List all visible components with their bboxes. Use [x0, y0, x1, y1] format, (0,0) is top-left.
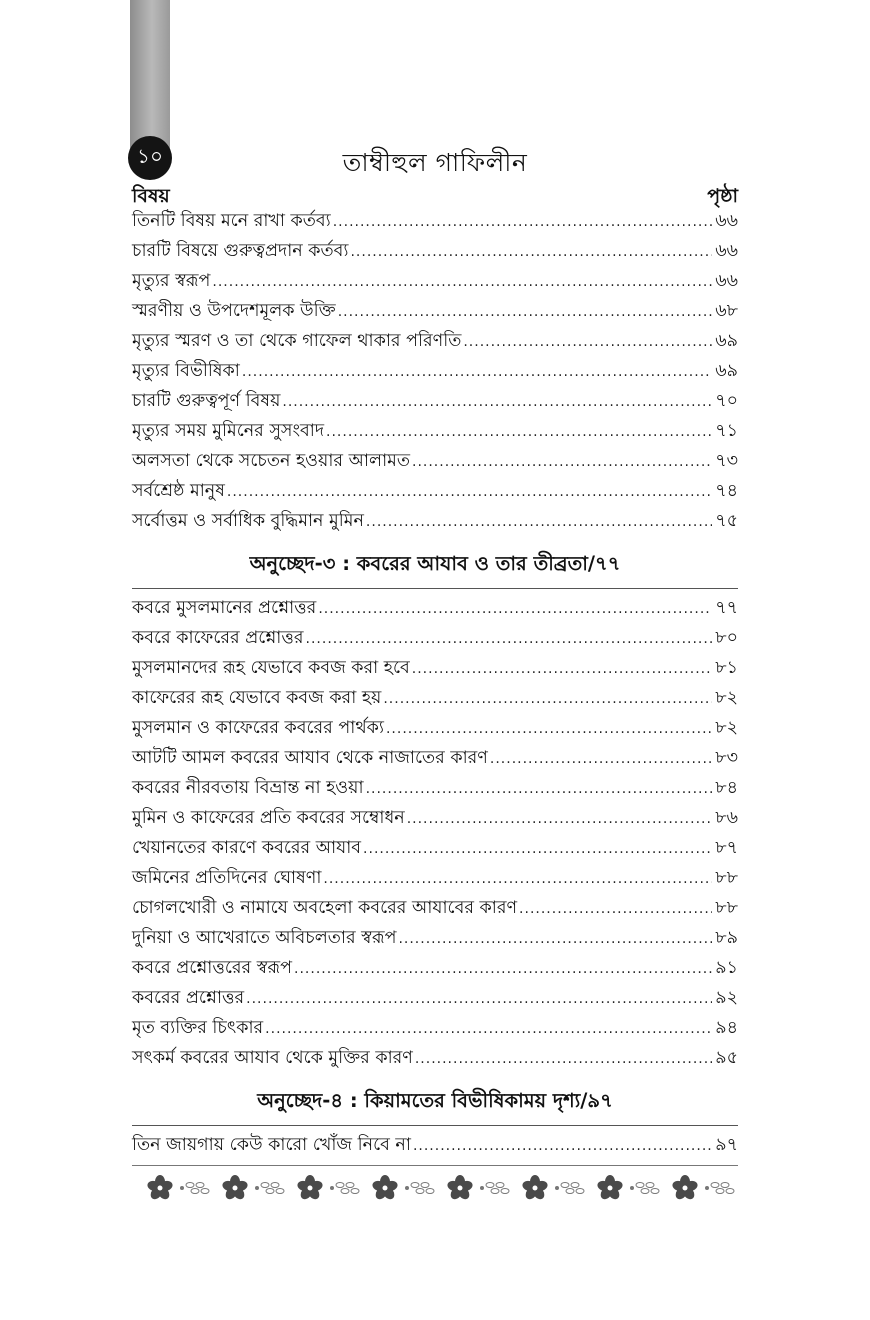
- toc-entry-page: ৮২: [715, 688, 738, 708]
- toc-entry-title: কবরের প্রশ্নোত্তর: [132, 988, 245, 1008]
- toc-entry-page: ৭৩: [715, 451, 738, 471]
- dot-leader: [490, 751, 712, 767]
- toc-entry-page: ৮২: [715, 718, 738, 738]
- toc-entry-page: ৬৯: [715, 331, 738, 351]
- toc-entry[interactable]: [132, 685, 738, 715]
- dot-leader: [294, 961, 712, 977]
- toc-entry-page: ৮৩: [715, 748, 738, 768]
- toc-entry-page: ৯১: [715, 958, 738, 978]
- toc-entry-title: মৃত্যুর স্মরণ ও তা থেকে গাফেল থাকার পরিণতি: [132, 331, 462, 351]
- section-divider: [132, 588, 738, 589]
- toc-entry-title: দুনিয়া ও আখেরাতে অবিচলতার স্বরূপ: [132, 928, 397, 948]
- toc-entry-page: ৮১: [715, 658, 738, 678]
- toc-entry-page: ৬৯: [715, 361, 738, 381]
- table-of-contents: [132, 208, 738, 1162]
- toc-entry-title: সর্বোত্তম ও সর্বাধিক বুদ্ধিমান মুমিন: [132, 511, 364, 531]
- dot-leader: [282, 394, 712, 410]
- toc-entry-title: সৎকর্ম কবরের আযাব থেকে মুক্তির কারণ: [132, 1048, 413, 1068]
- toc-entry-title: জমিনের প্রতিদিনের ঘোষণা: [132, 868, 322, 888]
- sprig-icon: [405, 1183, 434, 1194]
- dot-leader: [246, 991, 712, 1007]
- toc-entry[interactable]: [132, 895, 738, 925]
- toc-entry[interactable]: [132, 418, 738, 448]
- dot-leader: [413, 1138, 712, 1154]
- dot-leader: [265, 1021, 712, 1037]
- toc-entry-title: মৃত্যুর সময় মুমিনের সুসংবাদ: [132, 421, 325, 441]
- flower-icon: [221, 1175, 249, 1201]
- toc-entry-page: ৭৫: [715, 511, 738, 531]
- dot-leader: [398, 931, 712, 947]
- sprig-icon: [705, 1183, 734, 1194]
- flower-icon: [146, 1175, 174, 1201]
- toc-entry[interactable]: [132, 268, 738, 298]
- toc-entry-page: ৬৮: [715, 301, 738, 321]
- entry-group-1: [132, 208, 738, 538]
- toc-entry[interactable]: [132, 835, 738, 865]
- toc-entry-page: ৭১: [715, 421, 738, 441]
- toc-entry-title: কবরের নীরবতায় বিভ্রান্ত না হওয়া: [132, 778, 364, 798]
- toc-entry-title: মুসলমানদের রূহ যেভাবে কবজ করা হবে: [132, 658, 410, 678]
- toc-entry-page: ৮৪: [715, 778, 738, 798]
- toc-entry-page: ৬৬: [715, 211, 738, 231]
- dot-leader: [383, 691, 712, 707]
- section-heading-3[interactable]: অনুচ্ছেদ-৩ : কবরের আযাব ও তার তীব্রতা/৭৭: [249, 552, 621, 575]
- dot-leader: [318, 601, 712, 617]
- toc-entry-title: চারটি গুরুত্বপূর্ণ বিষয়: [132, 391, 281, 411]
- toc-entry[interactable]: [132, 358, 738, 388]
- toc-entry[interactable]: [132, 625, 738, 655]
- sprig-icon: [255, 1183, 284, 1194]
- toc-entry-title: খেয়ানতের কারণে কবরের আযাব: [132, 838, 362, 858]
- flower-icon: [671, 1175, 699, 1201]
- toc-entry-page: ৭০: [715, 391, 738, 411]
- toc-entry-title: কবরে প্রশ্নোত্তরের স্বরূপ: [132, 958, 293, 978]
- toc-entry[interactable]: [132, 955, 738, 985]
- dot-leader: [386, 721, 712, 737]
- toc-entry-title: অলসতা থেকে সচেতন হওয়ার আলামত: [132, 451, 410, 471]
- toc-entry-page: ৯৪: [715, 1018, 738, 1038]
- flower-icon: [296, 1175, 324, 1201]
- sprig-icon: [555, 1183, 584, 1194]
- toc-entry[interactable]: [132, 298, 738, 328]
- toc-entry-title: কাফেরের রূহ যেভাবে কবজ করা হয়: [132, 688, 382, 708]
- toc-entry-title: চোগলখোরী ও নামাযে অবহেলা কবরের আযাবের কারণ: [132, 898, 518, 918]
- entry-group-3: [132, 1132, 738, 1162]
- section-divider: [132, 1125, 738, 1126]
- flower-icon: [596, 1175, 624, 1201]
- toc-entry[interactable]: [132, 865, 738, 895]
- dot-leader: [242, 364, 712, 380]
- toc-entry[interactable]: [132, 745, 738, 775]
- dot-leader: [350, 244, 712, 260]
- toc-entry-page: ৮৬: [715, 808, 738, 828]
- toc-entry-page: ৯৭: [715, 1135, 738, 1155]
- page-column-heading: পৃষ্ঠা: [707, 185, 738, 207]
- toc-entry-page: ৮৭: [715, 838, 738, 858]
- toc-entry-title: সর্বশ্রেষ্ঠ মানুষ: [132, 481, 225, 501]
- toc-entry-title: আটটি আমল কবরের আযাব থেকে নাজাতের কারণ: [132, 748, 488, 768]
- toc-entry[interactable]: [132, 448, 738, 478]
- dot-leader: [519, 901, 712, 917]
- floral-border-icon: [132, 1170, 738, 1204]
- dot-leader: [326, 424, 712, 440]
- dot-leader: [306, 631, 713, 647]
- flower-icon: [371, 1175, 399, 1201]
- dot-leader: [407, 811, 713, 827]
- dot-leader: [363, 841, 712, 857]
- dot-leader: [412, 454, 712, 470]
- toc-entry-title: মৃত্যুর স্বরূপ: [132, 271, 211, 291]
- sprig-icon: [480, 1183, 509, 1194]
- toc-entry-page: ৮৮: [715, 868, 738, 888]
- toc-entry[interactable]: [132, 1045, 738, 1075]
- dot-leader: [212, 274, 712, 290]
- toc-entry[interactable]: [132, 388, 738, 418]
- toc-entry[interactable]: [132, 655, 738, 685]
- toc-entry-title: মৃত ব্যক্তির চিৎকার: [132, 1018, 264, 1038]
- page-number-badge: ১০: [128, 136, 172, 180]
- toc-entry-title: মৃত্যুর বিভীষিকা: [132, 361, 240, 381]
- dot-leader: [463, 334, 712, 350]
- toc-entry[interactable]: [132, 478, 738, 508]
- toc-entry[interactable]: [132, 1015, 738, 1045]
- toc-entry-page: ৯৫: [715, 1048, 738, 1068]
- floral-border-graphic: [132, 1170, 738, 1204]
- toc-entry[interactable]: [132, 925, 738, 955]
- entry-group-2: [132, 595, 738, 1075]
- footer-rule: [132, 1165, 738, 1166]
- page-edge-tab: [130, 0, 170, 150]
- toc-entry-title: কবরে মুসলমানের প্রশ্নোত্তর: [132, 598, 317, 618]
- dot-leader: [333, 214, 713, 230]
- toc-entry-page: ৮৯: [715, 928, 738, 948]
- section-heading-4[interactable]: অনুচ্ছেদ-৪ : কিয়ামতের বিভীষিকাময় দৃশ্য/৯৭: [257, 1089, 613, 1112]
- sprig-icon: [330, 1183, 359, 1194]
- sprig-icon: [180, 1183, 209, 1194]
- dot-leader: [415, 1051, 712, 1067]
- dot-leader: [366, 514, 712, 530]
- toc-entry[interactable]: [132, 775, 738, 805]
- toc-entry-page: ৭৭: [715, 598, 738, 618]
- toc-entry[interactable]: [132, 508, 738, 538]
- toc-entry-title: কবরে কাফেরের প্রশ্নোত্তর: [132, 628, 304, 648]
- toc-entry-title: তিনটি বিষয় মনে রাখা কর্তব্য: [132, 211, 331, 231]
- toc-entry[interactable]: [132, 238, 738, 268]
- dot-leader: [412, 661, 713, 677]
- toc-entry-title: স্মরণীয় ও উপদেশমূলক উক্তি: [132, 301, 336, 321]
- toc-entry-page: ৯২: [715, 988, 738, 1008]
- running-title: তাম্বীহুল গাফিলীন: [342, 148, 528, 177]
- toc-entry-title: তিন জায়গায় কেউ কারো খোঁজ নিবে না: [132, 1135, 411, 1155]
- toc-entry[interactable]: [132, 715, 738, 745]
- toc-entry-page: ৮৮: [715, 898, 738, 918]
- toc-entry[interactable]: [132, 328, 738, 358]
- sprig-icon: [630, 1183, 659, 1194]
- toc-entry[interactable]: [132, 985, 738, 1015]
- toc-entry-title: চারটি বিষয়ে গুরুত্বপ্রদান কর্তব্য: [132, 241, 349, 261]
- toc-entry[interactable]: [132, 1132, 738, 1162]
- dot-leader: [338, 304, 713, 320]
- toc-entry-page: ৭৪: [715, 481, 738, 501]
- dot-leader: [323, 871, 712, 887]
- toc-entry-page: ৬৬: [715, 271, 738, 291]
- toc-entry[interactable]: [132, 208, 738, 238]
- dot-leader: [227, 484, 712, 500]
- toc-entry-title: মুমিন ও কাফেরের প্রতি কবরের সম্বোধন: [132, 808, 405, 828]
- dot-leader: [366, 781, 713, 797]
- flower-icon: [446, 1175, 474, 1201]
- toc-entry-title: মুসলমান ও কাফেরের কবরের পার্থক্য: [132, 718, 384, 738]
- toc-entry-page: ৮০: [715, 628, 738, 648]
- toc-entry[interactable]: [132, 805, 738, 835]
- toc-entry[interactable]: [132, 595, 738, 625]
- toc-entry-page: ৬৬: [715, 241, 738, 261]
- flower-icon: [521, 1175, 549, 1201]
- subject-column-heading: বিষয়: [132, 185, 170, 207]
